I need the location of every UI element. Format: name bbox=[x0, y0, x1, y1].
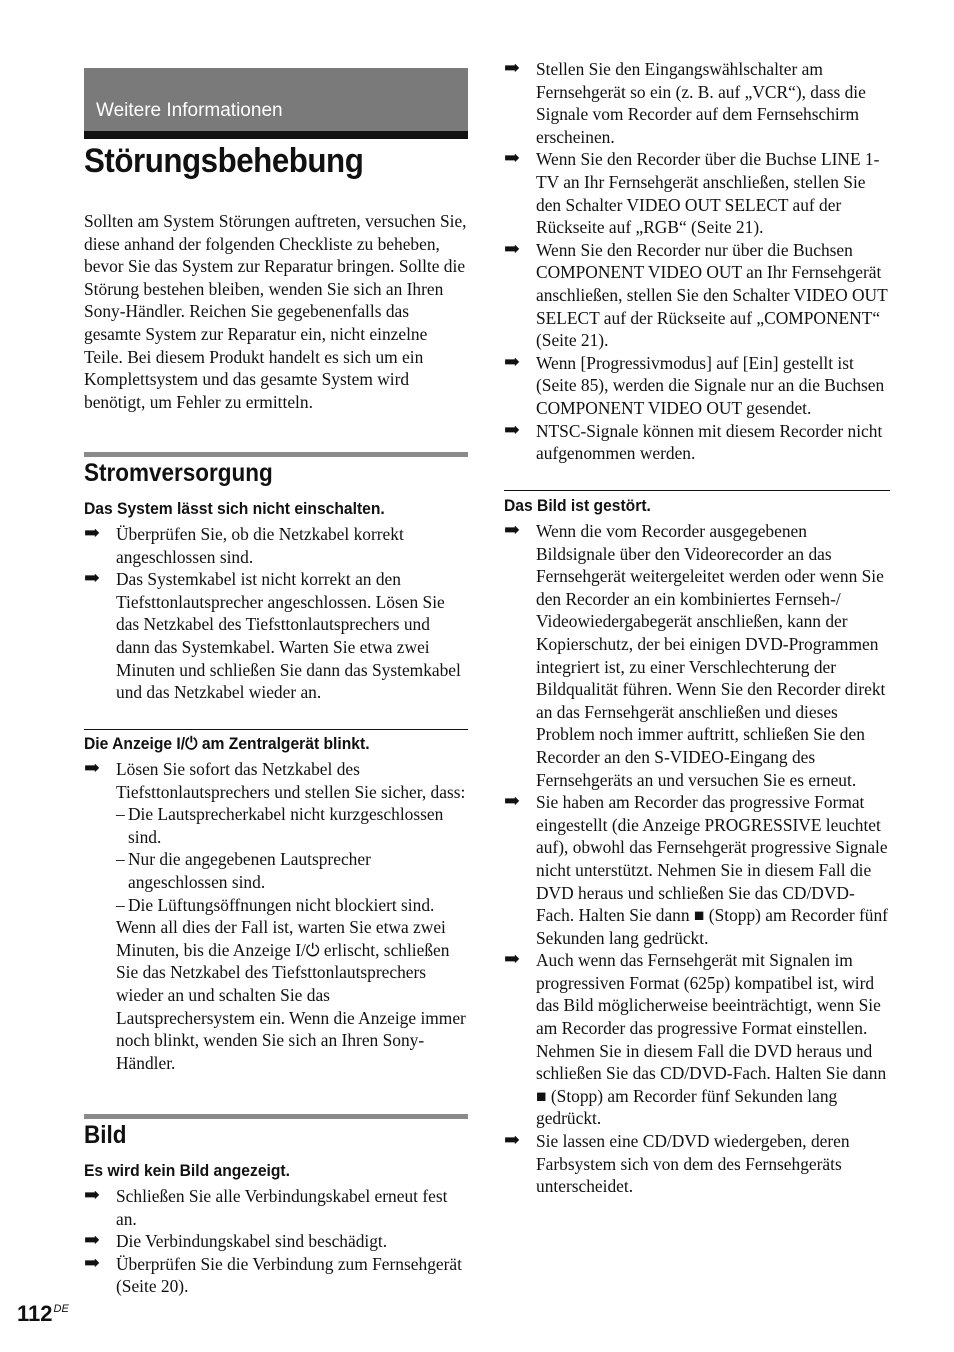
arrow-right-icon: ➡ bbox=[84, 1252, 100, 1274]
dash-item-text: Die Lautsprecherkabel nicht kurzgeschlossen sind. bbox=[128, 804, 444, 847]
dash-item: – Nur die angegebenen Lautsprecher angeschlossen sind. bbox=[116, 849, 371, 892]
list-item bbox=[504, 58, 890, 148]
arrow-right-icon: ➡ bbox=[504, 520, 520, 541]
list-item bbox=[84, 1230, 468, 1253]
page-number bbox=[17, 1301, 69, 1327]
list-item bbox=[504, 1130, 890, 1198]
arrow-right-icon: ➡ bbox=[504, 791, 520, 813]
dash-item: – Die Lautsprecherkabel nicht kurzgeschlossen sind. bbox=[116, 804, 444, 847]
arrow-right-icon: ➡ bbox=[84, 1185, 100, 1206]
list-item bbox=[504, 949, 890, 1130]
arrow-right-icon: ➡ bbox=[84, 568, 100, 590]
problem-title: Die Anzeige I/⏻ am Zentralgerät blinkt. bbox=[84, 734, 370, 753]
list-item-text: Sie lassen eine CD/DVD wiedergeben, deren Farbsystem sich von dem des Fernsehgeräts unterscheidet. bbox=[536, 1131, 850, 1197]
arrow-right-icon: ➡ bbox=[504, 148, 520, 170]
list-item-text: Die Verbindungskabel sind beschädigt. bbox=[116, 1231, 388, 1252]
arrow-right-icon: ➡ bbox=[84, 1230, 100, 1252]
intro-paragraph: Sollten am System Störungen auftreten, versuchen Sie, diese anhand der folgenden Checkliste zu beheben, bevor Sie das System zur Reparatur bringen. Sollte die Störung bestehen bleiben, wenden Sie sich an Ihren Sony-Händler. Reichen Sie gegebenenfalls das gesamte System zur Reparatur ein, nicht einzelne Teile. Bei diesem Produkt handelt es sich um ein Komplettsystem und das gesamte System wird benötigt, um Fehler zu ermitteln. bbox=[84, 211, 467, 412]
list-item-text: Schließen Sie alle Verbindungskabel erneut fest an. bbox=[116, 1186, 448, 1229]
page-number-value: 112 bbox=[17, 1301, 53, 1326]
list-item-text: NTSC-Signale können mit diesem Recorder nicht aufgenommen werden. bbox=[536, 420, 883, 464]
problem-no-picture bbox=[84, 1161, 468, 1298]
list-item bbox=[84, 568, 468, 704]
dash-item-text: Nur die angegebenen Lautsprecher angeschlossen sind. bbox=[128, 849, 371, 892]
dash-item: – Die Lüftungsöffnungen nicht blockiert sind. bbox=[116, 894, 435, 915]
list-item bbox=[504, 420, 890, 465]
list-item-text: Stellen Sie den Eingangswählschalter am Fernsehgerät so ein (z. B. auf „VCR“), dass die Signale vom Recorder auf dem Fernsehschirm erscheinen. bbox=[536, 59, 866, 147]
list-item-text: Auch wenn das Fernsehgerät mit Signalen im progressiven Format (625p) kompatibel ist, wird das Bild möglicherweise beeinträchtigt, wenn Sie am Recorder das progressive Format einstellen. Nehmen Sie in diesem Fall die DVD heraus und schließen Sie das CD/DVD-Fach. Halten Sie dann ■ (Stopp) am Recorder fünf Sekunden lang gedrückt. bbox=[536, 950, 887, 1129]
problem-no-picture-continued bbox=[504, 58, 890, 465]
list-item-text: Wenn [Progressivmodus] auf [Ein] gestellt ist (Seite 85), werden die Signale nur an die Buchsen COMPONENT VIDEO OUT gesendet. bbox=[536, 352, 885, 418]
list-item-text: Lösen Sie sofort das Netzkabel des Tiefsttonlautsprechers und stellen Sie sicher, dass: bbox=[116, 759, 466, 802]
list-item-text: Sie haben am Recorder das progressive Format eingestellt (die Anzeige PROGRESSIVE leuchtet auf), obwohl das Fernsehgerät progressive Signale nicht unterstützt. Nehmen Sie in diesem Fall die DVD heraus und schließen Sie das CD/DVD-Fach. Halten Sie dann ■ (Stopp) am Recorder fünf Sekunden lang gedrückt. bbox=[536, 792, 888, 948]
list-item bbox=[504, 239, 890, 352]
dash-item-text: Die Lüftungsöffnungen nicht blockiert sind. bbox=[128, 894, 435, 915]
arrow-right-icon: ➡ bbox=[504, 1130, 520, 1152]
list-item-text: Wenn Sie den Recorder nur über die Buchsen COMPONENT VIDEO OUT an Ihr Fernsehgerät anschließen, stellen Sie den Schalter VIDEO OUT SELECT auf der Rückseite auf „COMPONENT“ (Seite 21). bbox=[536, 239, 888, 351]
arrow-right-icon: ➡ bbox=[504, 238, 520, 260]
list-item-text: Wenn Sie den Recorder über die Buchse LINE 1-TV an Ihr Fernsehgerät anschließen, stellen Sie den Schalter VIDEO OUT SELECT auf der Rückseite auf „RGB“ (Seite 21). bbox=[536, 149, 880, 238]
page-title: Störungsbehebung bbox=[84, 142, 364, 180]
list-item-text: Überprüfen Sie, ob die Netzkabel korrekt angeschlossen sind. bbox=[116, 524, 404, 567]
section-label: Weitere Informationen bbox=[96, 100, 283, 121]
list-item-text: Wenn die vom Recorder ausgegebenen Bildsignale über den Videorecorder an das Fernsehgerät weitergeleitet werden oder wenn Sie den Recorder an ein kombiniertes Fernseh-/ Videowiedergabegerät anschließen, kann der Kopierschutz, der bei einigen DVD-Programmen integriert ist, zu einer Verschlechterung der Bildqualität führen. Wenn Sie den Recorder direkt an das Fernsehgerät anschließen und dieses Problem noch immer auftritt, schließen Sie den Recorder an den S-VIDEO-Eingang des Fernsehgeräts an und versuchen Sie es erneut. bbox=[536, 521, 886, 790]
section-banner bbox=[84, 68, 468, 139]
arrow-right-icon: ➡ bbox=[84, 758, 100, 779]
list-item bbox=[84, 523, 468, 568]
list-item bbox=[504, 352, 890, 420]
heading-picture bbox=[84, 1114, 468, 1150]
list-item bbox=[504, 520, 890, 791]
list-item bbox=[84, 1185, 468, 1230]
arrow-right-icon: ➡ bbox=[504, 58, 520, 79]
problem-picture-noise bbox=[504, 490, 890, 1198]
follow-up-text: Wenn all dies der Fall ist, warten Sie etwa zwei Minuten, bis die Anzeige I/⏻ erlischt, schließen Sie das Netzkabel des Tiefsttonlautsprechers wieder an und schalten Sie das Lautsprechersystem ein. Wenn die Anzeige immer noch blinkt, wenden Sie sich an Ihren Sony-Händler. bbox=[116, 917, 466, 1073]
heading-power-label: Stromversorgung bbox=[84, 459, 273, 487]
list-item bbox=[504, 148, 890, 238]
language-code: DE bbox=[53, 1303, 69, 1315]
heading-picture-label: Bild bbox=[84, 1121, 127, 1149]
arrow-right-icon: ➡ bbox=[504, 949, 520, 971]
problem-indicator-blinks bbox=[84, 729, 468, 1074]
problem-no-power bbox=[84, 499, 468, 704]
arrow-right-icon: ➡ bbox=[504, 419, 520, 441]
list-item bbox=[84, 1253, 468, 1298]
list-item bbox=[504, 791, 890, 949]
problem-title: Das System lässt sich nicht einschalten. bbox=[84, 499, 385, 518]
arrow-right-icon: ➡ bbox=[84, 523, 100, 544]
list-item bbox=[84, 758, 468, 803]
list-item-text: Überprüfen Sie die Verbindung zum Fernsehgerät (Seite 20). bbox=[116, 1253, 462, 1297]
list-item-text: Das Systemkabel ist nicht korrekt an den Tiefsttonlautsprecher angeschlossen. Lösen Sie das Netzkabel des Tiefsttonlautsprechers und dann das Systemkabel. Warten Sie etwa zwei Minuten und schließen Sie dann das Systemkabel und das Netzkabel wieder an. bbox=[116, 569, 461, 703]
problem-title: Das Bild ist gestört. bbox=[504, 496, 651, 515]
problem-title: Es wird kein Bild angezeigt. bbox=[84, 1161, 290, 1180]
heading-power bbox=[84, 452, 468, 488]
arrow-right-icon: ➡ bbox=[504, 351, 520, 373]
